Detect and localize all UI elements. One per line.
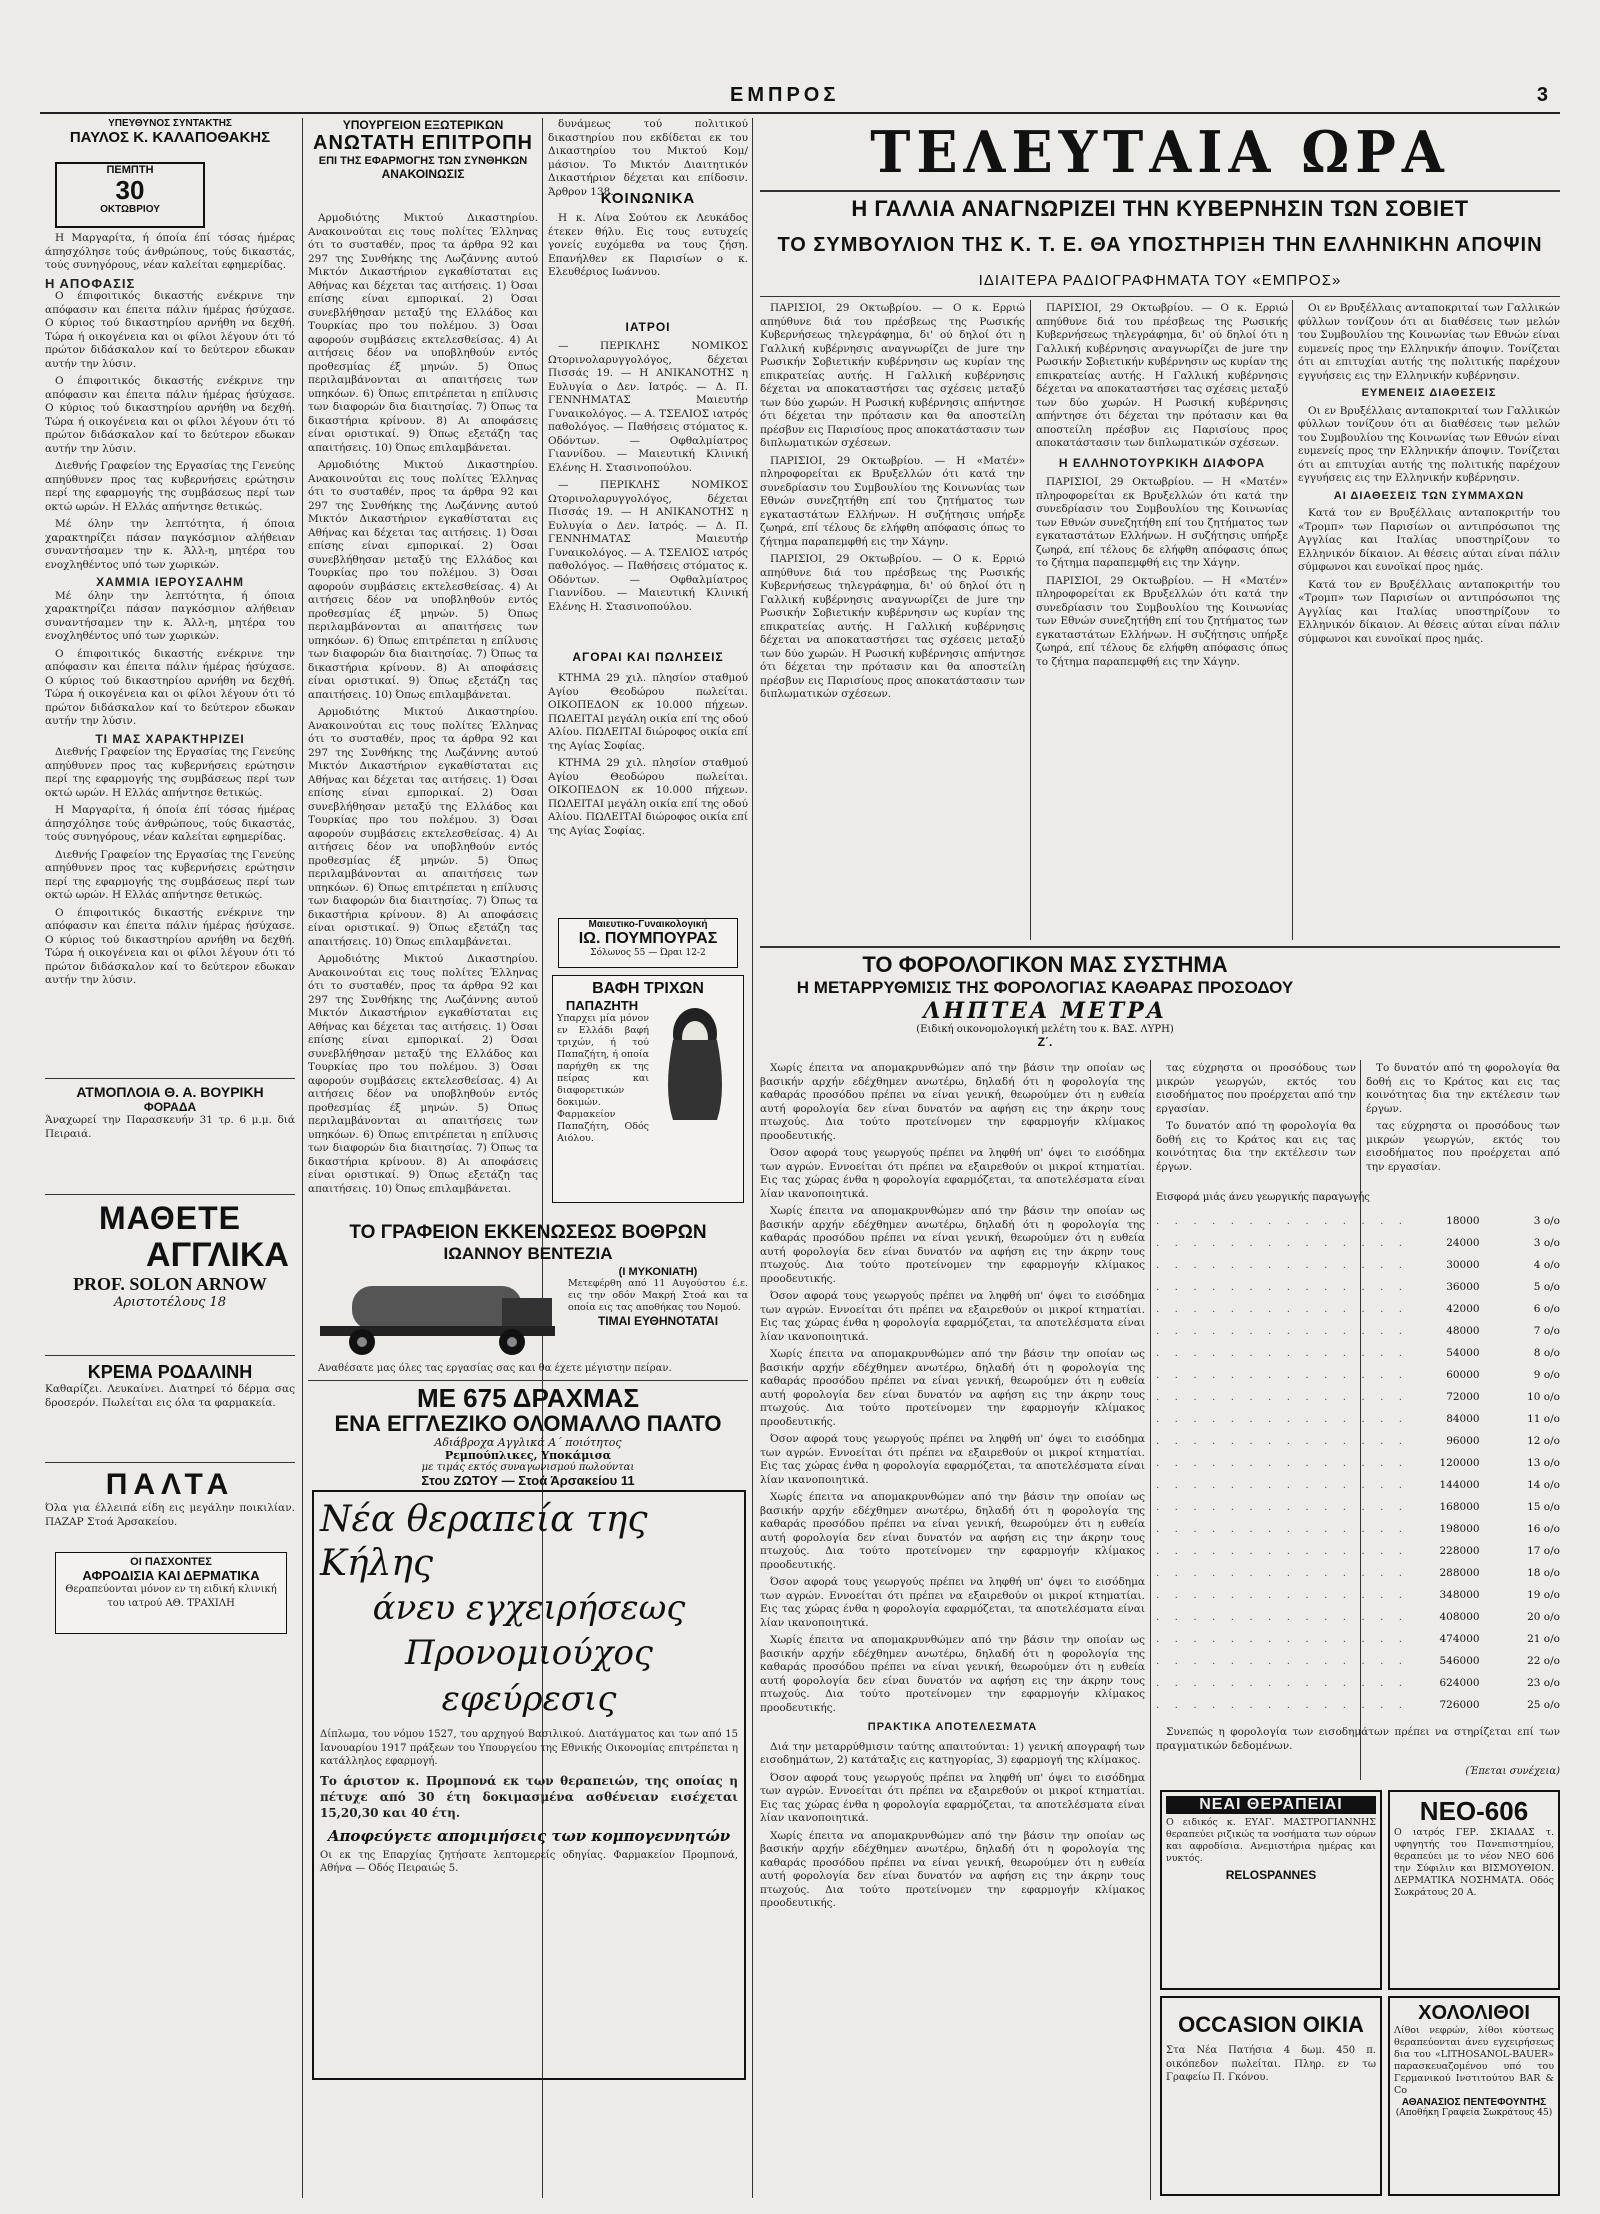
tax-income-cell: 96000 — [1446, 1435, 1480, 1447]
tax-header — [760, 952, 1330, 1058]
tax-table-leader: . . . . . . . . . . . . . . — [1156, 1237, 1409, 1249]
ad-gall-brand: ΑΘΑΝΑΣΙΟΣ ΠΕΝΤΕΦΟΥΝΤΗΣ — [1401, 2097, 1547, 2108]
col2-article — [308, 212, 538, 1217]
ad-coat-price: ΜΕ 675 ΔΡΑΧΜΑΣ — [416, 1383, 640, 1413]
tax-income-cell: 726000 — [1439, 1699, 1480, 1711]
tax-table-leader: . . . . . . . . . . . . . . — [1156, 1655, 1409, 1667]
social-header — [548, 190, 748, 212]
tax-paragraph: Όσον αφορά τους γεωργούς πρέπει να ληφθή υπ' όψει το εισόδημα των αγρών. Εννοείται ότι πρέπει να εξαιρεθούν οι μικροί κτηματίαι. Εις τας χώρας ένθα η φορολογία εφαρμόζεται, τα αποτελέσματα είναι λίαν ικανοποιητικά. — [760, 1576, 1145, 1629]
ad-coat-line: με τιμάς εκτός συναγωνισμού πωλούνται — [421, 1462, 635, 1473]
tax-income-cell: 168000 — [1439, 1501, 1480, 1513]
tax-table-row — [1156, 1430, 1560, 1452]
ministry-title: ΥΠΟΥΡΓΕΙΟΝ ΕΞΩΤΕΡΙΚΩΝ — [342, 118, 504, 132]
headline-radiograms: ΙΔΙΑΙΤΕΡΑ ΡΑΔΙΟΓΡΑΦΗΜΑΤΑ ΤΟΥ «ΕΜΠΡΟΣ» — [978, 272, 1342, 289]
tax-table-row — [1156, 1364, 1560, 1386]
ad-derm-line: ΟΙ ΠΑΣΧΟΝΤΕΣ — [130, 1556, 212, 1568]
tax-table-leader: . . . . . . . . . . . . . . — [1156, 1215, 1409, 1227]
editor-name: ΠΑΥΛΟΣ Κ. ΚΑΛΑΠΟΘΑΚΗΣ — [69, 129, 271, 146]
col1-heading: ΧΑΜΜΙΑ ΙΕΡΟΥΣΑΛΗΜ — [96, 575, 244, 589]
tax-rate-cell: 22 ο/ο — [1527, 1655, 1560, 1667]
ad-english-line: ΜΑΘΕΤΕ — [98, 1200, 242, 1236]
tax-table-leader: . . . . . . . . . . . . . . — [1156, 1479, 1409, 1491]
tax-paragraph: Χωρίς έπειτα να απομακρυνθώμεν από την βάσιν την οποίαν ως βασικήν αρχήν εδέχθημεν ανωτέρω, δηλαδή ότι η φορολογία της καθαράς προσόδου πρέπει να είναι γενική, θεωρούμεν ότι η ευθεία αυτή φορολογία δεν είναι δυνατόν να αφήση εις την άκρην τους πτωχούς. Δια τούτο προτείνομεν την εφαρμογήν κλίμακος προοδευτικής. — [760, 1829, 1145, 1909]
ad-cream — [45, 1362, 295, 1457]
tax-table-row — [1156, 1672, 1560, 1694]
tax-rate-cell: 17 ο/ο — [1527, 1545, 1560, 1557]
divider — [45, 1078, 295, 1079]
social-title: ΚΟΙΝΩΝΙΚΑ — [600, 190, 696, 207]
col1-heading: Η ΑΠΟΦΑΣΙΣ — [45, 275, 136, 291]
divider — [760, 296, 1560, 297]
tax-table-row — [1156, 1232, 1560, 1254]
tax-table-row — [1156, 1298, 1560, 1320]
ad-coat-line: Ρεμπούπλικες, Υποκάμισα — [444, 1449, 612, 1462]
dispatch-paragraph: ΠΑΡΙΣΙΟΙ, 29 Οκτωβρίου. — Η «Ματέν» πληροφορείται εκ Βρυξελλών ότι κατά την συνεδρίασιν του Συμβουλίου της Κοινωνίας των Εθνών συνεζητήθη επί του ζητήματος των εγκαταστάτων Ελλήνων. Η συζήτησις υπήρξε ζωηρά, επί τέλους δε ελήφθη απόφασις όπως το ζήτημα παραπεμφθή εις την Χάγην. — [760, 454, 1025, 548]
doctors-text: — ΠΕΡΙΚΛΗΣ ΝΟΜΙΚΟΣ Ωτορινολαρυγγολόγος, δέχεται Πισσάς 19. — Η ΑΝΙΚΑΝΟΤΗΣ η Ευλυγία ο Δεν. Ιατρός. — Δ. Π. ΓΕΝΝΗΜΑΤΑΣ Μαιευτήρ Γυναικολόγος. — Α. ΤΣΕΛΙΟΣ ιατρός παθολόγος. — Παθήσεις στόματος κ. Οδόντων. — Οφθαλμίατρος Γιαννίδου. — Μαιευτική Κλινική Ελένης Η. Στασινοπούλου. — [548, 340, 748, 474]
ad-shipping-ship: ΦΟΡΑΔΑ — [143, 1100, 197, 1114]
tax-income-cell: 60000 — [1446, 1369, 1480, 1381]
ad-house-text: Στα Νέα Πατήσια 4 δωμ. 450 π. οικόπεδον πωλείται. Πληρ. εν τω Γραφείω Π. Γκόνου. — [1166, 2045, 1376, 2083]
tax-income-cell: 144000 — [1439, 1479, 1480, 1491]
tax-table-row — [1156, 1540, 1560, 1562]
tax-income-cell: 288000 — [1439, 1567, 1480, 1579]
col1-paragraph: Η Μαργαρίτα, ή όποία έπί τόσας ήμέρας άπησχόλησε τούς άνθρώπους, τούς δικαστάς, τούς συνηγόρους, νέαν καλείται εφημερίδας. — [45, 804, 295, 843]
divider — [45, 1355, 295, 1356]
tax-table-leader: . . . . . . . . . . . . . . — [1156, 1413, 1409, 1425]
tax-table-leader: . . . . . . . . . . . . . . — [1156, 1501, 1409, 1513]
dispatch-col-a — [760, 302, 1025, 942]
ad-hernia-footer: Οι εκ της Επαρχίας ζητήσατε λεπτομερείς οδηγίας. Φαρμακείον Προμπονά, Αθήνα — Οδός Πειραιώς 5. — [320, 1849, 738, 1874]
dispatch-paragraph: ΠΑΡΙΣΙΟΙ, 29 Οκτωβρίου. — Ο κ. Ερριώ απηύθυνε διά του πρέσβεως της Ρωσικής Κυβερνήσεως τηλεγράφημα, δι' ού δηλοί ότι η Γαλλική κυβέρνησις αναγνωρίζει de jure την Ρωσικήν Σοβιετικήν κυβέρνησιν ως κυρίαν της επικρατείας αυτής. Η Γαλλική κυβέρνησις δέχεται να αποκαταστήσει τας σχέσεις μεταξύ των δύο χωρών. Η Ρωσική κυβέρνησις απήντησε ότι δέχεται την πρότασιν και θα αποστείλη πρέσβυν εις Παρισίους προς αποκατάστασιν των διπλωματικών σχέσεων. — [760, 302, 1025, 449]
tax-table-row — [1156, 1474, 1560, 1496]
tax-table-caption: Εισφορά μιάς άνευ γεωργικής παραγωγής — [1156, 1192, 1370, 1203]
ad-gyn-line: Μαιευτικο-Γυναικολογική — [588, 919, 708, 930]
divider — [308, 1380, 748, 1381]
social-text: Η κ. Λίνα Σούτου εκ Λευκάδος έτεκεν θήλυ. Εις τους ευτυχείς γονείς ευχόμεθα να τους ζήση. Επανήλθεν εκ Παρισίων ο κ. Ελευθέριος Ιωάννου. — [548, 212, 748, 278]
dispatch-paragraph: Οι εν Βρυξέλλαις ανταποκριταί των Γαλλικών φύλλων τονίζουν ότι αι διαθέσεις των μελών του Συμβουλίου της Κοινωνίας των Εθνών είναι ευμενείς προς την Ελληνικήν άποψιν. Τονίζεται ότι αι επιτυχίαι αυτής της πολιτικής παρέχουν εγγυήσεις εις την Ελληνικήν κυβέρνησιν. — [1298, 404, 1560, 484]
ad-cream-text: Καθαρίζει. Λευκαίνει. Διατηρεί τό δέρμα σας δροσερόν. Πωλείται εις όλα τα φαρμακεία. — [45, 1383, 295, 1409]
ad-coats-text: Όλα για έλλειπά είδη εις μεγάλην ποικιλίαν. ΠΑΖΑΡ Στοά Άρσακείου. — [45, 1502, 295, 1528]
ad-coats-title: ΠΑΛΤΑ — [105, 1468, 235, 1501]
tax-table-leader: . . . . . . . . . . . . . . — [1156, 1435, 1409, 1447]
tax-table-leader: . . . . . . . . . . . . . . — [1156, 1589, 1409, 1601]
column-rule — [1030, 300, 1031, 940]
tax-rate-cell: 25 ο/ο — [1527, 1699, 1560, 1711]
headline-france: Η ΓΑΛΛΙΑ ΑΝΑΓΝΩΡΙΖΕΙ ΤΗΝ ΚΥΒΕΡΝΗΣΙΝ ΤΩΝ ΣΟΒΙΕΤ — [851, 196, 1469, 221]
col2-paragraph: Αρμοδιότης Μικτού Δικαστηρίου. Ανακοινούται εις τους πολίτες Έλληνας ότι το συσταθέν, προς τα άρθρα 92 και 297 της Συνθήκης της Λωζάννης αυτού Μικτόν Δικαστήριον εγκαθίσταται εις Αθήνας και δέχεται τας αιτήσεις. 1) Όσαι επίσης είναι εμπορικαί. 2) Όσαι συνεβλήθησαν μεταξύ της Ελλάδος και Τουρκίας προ του πολέμου. 3) Όσαι αφορούν συμβάσεις εκτελεσθείσας. 4) Αι αιτήσεις δέον να υποβληθούν εντός προθεσμίας έξ μηνών. 5) Όπως περιλαμβάνονται αι απαιτήσεις των υπηκόων. 6) Όπως επιτρέπεται η επίλυσις των διαφορών δια διαιτησίας. 7) Όπως τα δικαστήρια κρίνουν. 8) Αι αποφάσεις είναι οριστικαί. 9) Όπως εξετάζη τας απαιτήσεις. 10) Όπως επιλαμβάνεται. — [308, 706, 538, 948]
tax-rate-cell: 13 ο/ο — [1527, 1457, 1560, 1469]
ad-derm-title: ΑΦΡΟΔΙΣΙΑ ΚΑΙ ΔΕΡΜΑΤΙΚΑ — [82, 1568, 260, 1583]
allies-subhead: ΑΙ ΔΙΑΘΕΣΕΙΣ ΤΩΝ ΣΥΜΜΑΧΩΝ — [1333, 489, 1525, 502]
ad-house-title: OCCASION ΟΙΚΙΑ — [1178, 2012, 1364, 2037]
ad-hair-text: Υπαρχει μία μόνον εν Ελλάδι βαφή τριχών, ή τού Παπαζήτη, ή οποία παρήχθη εκ της πείρας και διαφορετικών δοκιμών. Φαρμακείον Παπαζήτη, Οδός Αιόλου. — [557, 1013, 649, 1144]
ad-gall-text: Λίθοι νεφρών, λίθοι κύστεως θεραπεύονται άνευ εγχειρήσεως δια του «LITHOSANOL-BAUER» παρασκευαζομένου υπό του Γερμανικού Ινστιτούτου BAR & Co — [1394, 2025, 1554, 2096]
market-list — [548, 672, 748, 912]
tax-paragraph: Χωρίς έπειτα να απομακρυνθώμεν από την βάσιν την οποίαν ως βασικήν αρχήν εδέχθημεν ανωτέρω, δηλαδή ότι η φορολογία της καθαράς προσόδου πρέπει να είναι γενική, θεωρούμεν ότι η ευθεία αυτή φορολογία δεν είναι δυνατόν να αφήση εις την άκρην τους πτωχούς. Δια τούτο προτείνομεν την εφαρμογήν κλίμακος προοδευτικής. — [760, 1491, 1145, 1571]
tax-table-row — [1156, 1496, 1560, 1518]
market-title: ΑΓΟΡΑΙ ΚΑΙ ΠΩΛΗΣΕΙΣ — [572, 650, 724, 664]
tax-table-leader: . . . . . . . . . . . . . . — [1156, 1259, 1409, 1271]
tax-paragraph: Όσον αφορά τους γεωργούς πρέπει να ληφθή υπ' όψει το εισόδημα των αγρών. Εννοείται ότι πρέπει να εξαιρεθούν οι μικροί κτηματίαι. Εις τας χώρας ένθα η φορολογία εφαρμόζεται, τα αποτελέσματα είναι λίαν ικανοποιητικά. — [760, 1290, 1145, 1343]
tax-table-leader: . . . . . . . . . . . . . . — [1156, 1699, 1409, 1711]
headline-1 — [760, 196, 1560, 226]
tax-income-cell: 36000 — [1446, 1281, 1480, 1293]
tax-income-cell: 120000 — [1439, 1457, 1480, 1469]
date-number: 30 — [115, 175, 145, 205]
tax-paragraph: Χωρίς έπειτα να απομακρυνθώμεν από την βάσιν την οποίαν ως βασικήν αρχήν εδέχθημεν ανωτέρω, δηλαδή ότι η φορολογία της καθαράς προσόδου πρέπει να είναι γενική, θεωρούμεν ότι η ευθεία αυτή φορολογία δεν είναι δυνατόν να αφήση εις την άκρην τους πτωχούς. Δια τούτο προτείνομεν την εφαρμογήν κλίμακος προοδευτικής. — [760, 1348, 1145, 1428]
ad-cesspool-title: ΤΟ ΓΡΑΦΕΙΟΝ ΕΚΚΕΝΩΣΕΩΣ ΒΟΘΡΩΝ — [349, 1222, 707, 1243]
col1-article — [45, 232, 295, 1072]
ad-cesspool-alias: (Ι ΜΥΚΟΝΙΑΤΗ) — [618, 1266, 698, 1278]
tax-income-cell: 18000 — [1446, 1215, 1480, 1227]
tax-table-leader: . . . . . . . . . . . . . . — [1156, 1567, 1409, 1579]
col3-paragraph: δυνάμεως τού πολιτικού δικαστηρίου που εκδίδεται εκ του Δικαστηρίου του Μικτού Κομ/μάσιον. Το Μικτόν Διαιτητικόν Δικαστήριον δέχεται και επίδοσιν. Άρθρον 138. — [548, 118, 748, 198]
ad-english-line: ΑΓΓΛΙΚΑ — [146, 1236, 289, 1274]
tax-paragraph: Χωρίς έπειτα να απομακρυνθώμεν από την βάσιν την οποίαν ως βασικήν αρχήν εδέχθημεν ανωτέρω, δηλαδή ότι η φορολογία της καθαράς προσόδου πρέπει να είναι γενική, θεωρούμεν ότι η ευθεία αυτή φορολογία δεν είναι δυνατόν να αφήση εις την άκρην τους πτωχούς. Δια τούτο προτείνομεν την εφαρμογήν κλίμακος προοδευτικής. — [760, 1634, 1145, 1714]
tax-rate-cell: 8 ο/ο — [1533, 1347, 1560, 1359]
ad-hernia-subtitle: άνευ εγχειρήσεως — [372, 1588, 686, 1628]
col1-paragraph: Ο έπιφοιτικός δικαστής ενέκρινε την απόφασιν και έπειτα πάλιν ήμέρας ήσύχασε. Ο κύριος τού δικαστηρίου αρνήθη να δεχθή. Τώρα ή οικογένεια και οι φίλοι λέγουν ότι τό πρώτον διδάσκαλον καί το δεύτερον εδωκαν αυτήν την λύσιν. — [45, 375, 295, 455]
tax-paragraph: Χωρίς έπειτα να απομακρυνθώμεν από την βάσιν την οποίαν ως βασικήν αρχήν εδέχθημεν ανωτέρω, δηλαδή ότι η φορολογία της καθαράς προσόδου πρέπει να είναι γενική, θεωρούμεν ότι η ευθεία αυτή φορολογία δεν είναι δυνατόν να αφήση εις την άκρην τους πτωχούς. Δια τούτο προτείνομεν την εφαρμογήν κλίμακος προοδευτικής. — [760, 1062, 1145, 1142]
divider — [45, 1194, 295, 1195]
divider — [760, 190, 1560, 192]
tax-income-cell: 198000 — [1439, 1523, 1480, 1535]
masthead-rule — [40, 112, 1560, 114]
col1-paragraph: Διεθνής Γραφείον της Εργασίας της Γενεύης απηύθυνεν προς τας κυβερνήσεις ερώτησιν περί της εφαρμογής της συμβάσεως περί των οκτώ ωρών. Η Ελλάς απήντησε θετικώς. — [45, 460, 295, 513]
tax-table-leader: . . . . . . . . . . . . . . — [1156, 1303, 1409, 1315]
ministry-header — [308, 118, 538, 208]
ministry-announcement: ΑΝΑΚΟΙΝΩΣΙΣ — [381, 167, 465, 181]
tax-income-cell: 228000 — [1439, 1545, 1480, 1557]
woman-portrait-icon — [653, 1000, 737, 1120]
tax-paragraph: Συνεπώς η φορολογία των εισοδημάτων πρέπει να στηρίζεται επί των πραγματικών δεδομένων. — [1156, 1726, 1560, 1752]
col1-heading: ΤΙ ΜΑΣ ΧΑΡΑΚΤΗΡΙΖΕΙ — [95, 731, 245, 746]
col1-paragraph: Διεθνής Γραφείον της Εργασίας της Γενεύης απηύθυνεν προς τας κυβερνήσεις ερώτησιν περί της εφαρμογής της συμβάσεως περί των οκτώ ωρών. Η Ελλάς απήντησε θετικώς. — [45, 746, 295, 799]
tax-table-row — [1156, 1320, 1560, 1342]
tax-col-c-top — [1366, 1062, 1560, 1187]
ad-hernia-text: Δίπλωμα, του νόμου 1527, του αρχηγού Βασιλικού. Διατάγματος και των από 15 Ιανουαρίου 1917 πράξεων του Υπουργείου της Εθνικής Οικονομίας επιτρέπεται η κατάλληλος εφαρμογή. — [320, 1729, 738, 1767]
tax-income-cell: 624000 — [1439, 1677, 1480, 1689]
ad-gall-address: (Αποθήκη Γραφεία Σωκράτους 45) — [1395, 2108, 1553, 2118]
dispatch-paragraph: ΠΑΡΙΣΙΟΙ, 29 Οκτωβρίου. — Ο κ. Ερριώ απηύθυνε διά του πρέσβεως της Ρωσικής Κυβερνήσεως τηλεγράφημα, δι' ού δηλοί ότι η Γαλλική κυβέρνησις αναγνωρίζει de jure την Ρωσικήν Σοβιετικήν κυβέρνησιν ως κυρίαν της επικρατείας αυτής. Η Γαλλική κυβέρνησις δέχεται να αποκαταστήσει τας σχέσεις μεταξύ των δύο χωρών. Η Ρωσική κυβέρνησις απήντησε ότι δέχεται την πρότασιν και θα αποστείλη πρέσβυν εις Παρισίους προς αποκατάστασιν των διπλωματικών σχέσεων. — [1036, 302, 1288, 449]
tax-income-cell: 54000 — [1446, 1347, 1480, 1359]
tax-table-leader: . . . . . . . . . . . . . . — [1156, 1545, 1409, 1557]
ad-hernia-patent: Προνομιούχος εφεύρεσις — [405, 1633, 653, 1719]
tax-paragraph: Όσον αφορά τους γεωργούς πρέπει να ληφθή υπ' όψει το εισόδημα των αγρών. Εννοείται ότι πρέπει να εξαιρεθούν οι μικροί κτηματίαι. Εις τας χώρας ένθα η φορολογία εφαρμόζεται, τα αποτελέσματα είναι λίαν ικανοποιητικά. — [760, 1771, 1145, 1824]
ad-gallstones — [1388, 1996, 1560, 2196]
headline-council: ΤΟ ΣΥΜΒΟΥΛΙΟΝ ΤΗΣ Κ. Τ. Ε. ΘΑ ΥΠΟΣΤΗΡΙΞΗ ΤΗΝ ΕΛΛΗΝΙΚΗΝ ΑΠΟΨΙΝ — [777, 234, 1543, 256]
ad-hair-brand: ΠΑΠΑΖΗΤΗ — [565, 998, 639, 1013]
ad-dermatology — [55, 1552, 287, 1634]
tax-table-leader: . . . . . . . . . . . . . . — [1156, 1633, 1409, 1645]
greek-turkish-subhead: Η ΕΛΛΗΝΟΤΟΥΡΚΙΚΗ ΔΙΑΦΟΡΑ — [1058, 455, 1266, 470]
col2-paragraph: Αρμοδιότης Μικτού Δικαστηρίου. Ανακοινούται εις τους πολίτες Έλληνας ότι το συσταθέν, προς τα άρθρα 92 και 297 της Συνθήκης της Λωζάννης αυτού Μικτόν Δικαστήριον εγκαθίσταται εις Αθήνας και δέχεται τας αιτήσεις. 1) Όσαι επίσης είναι εμπορικαί. 2) Όσαι συνεβλήθησαν μεταξύ της Ελλάδος και Τουρκίας προ του πολέμου. 3) Όσαι αφορούν συμβάσεις εκτελεσθείσας. 4) Αι αιτήσεις δέον να υποβληθούν εντός προθεσμίας έξ μηνών. 5) Όπως περιλαμβάνονται αι απαιτήσεις των υπηκόων. 6) Όπως επιτρέπεται η επίλυσις των διαφορών δια διαιτησίας. 7) Όπως τα δικαστήρια κρίνουν. 8) Αι αποφάσεις είναι οριστικαί. 9) Όπως εξετάζη τας απαιτήσεις. 10) Όπως επιλαμβάνεται. — [308, 459, 538, 701]
tax-table-leader: . . . . . . . . . . . . . . — [1156, 1457, 1409, 1469]
ad-house — [1160, 1996, 1382, 2196]
tanker-truck-icon — [312, 1268, 562, 1358]
tax-rate-cell: 9 ο/ο — [1533, 1369, 1560, 1381]
tax-table-leader: . . . . . . . . . . . . . . — [1156, 1611, 1409, 1623]
tax-income-cell: 24000 — [1446, 1237, 1480, 1249]
tax-table-row — [1156, 1386, 1560, 1408]
dispatch-paragraph: ΠΑΡΙΣΙΟΙ, 29 Οκτωβρίου. — Ο κ. Ερριώ απηύθυνε διά του πρέσβεως της Ρωσικής Κυβερνήσεως τηλεγράφημα, δι' ού δηλοί ότι η Γαλλική κυβέρνησις αναγνωρίζει de jure την Ρωσικήν Σοβιετικήν κυβέρνησιν ως κυρίαν της επικρατείας αυτής. Η Γαλλική κυβέρνησις δέχεται να αποκαταστήσει τας σχέσεις μεταξύ των δύο χωρών. Η Ρωσική κυβέρνησις απήντησε ότι δέχεται την πρότασιν και θα αποστείλη πρέσβυν εις Παρισίους προς αποκατάστασιν των διπλωματικών σχέσεων. — [760, 553, 1025, 700]
tax-paragraph: τας εύχρηστα οι προσόδους των μικρών γεωργών, εκτός του εισοδήματος που προέρχεται από την εργασίαν. — [1156, 1062, 1356, 1115]
tax-subtitle: Η ΜΕΤΑΡΡΥΘΜΙΣΙΣ ΤΗΣ ΦΟΡΟΛΟΓΙΑΣ ΚΑΘΑΡΑΣ ΠΡΟΣΟΔΟΥ — [796, 978, 1294, 997]
tax-table-leader: . . . . . . . . . . . . . . — [1156, 1281, 1409, 1293]
column-rule — [1292, 300, 1293, 940]
tax-rate-cell: 23 ο/ο — [1527, 1677, 1560, 1689]
editor-box — [45, 118, 295, 158]
tax-table-leader: . . . . . . . . . . . . . . — [1156, 1325, 1409, 1337]
tax-paragraph: Το δυνατόν από τη φορολογία θα δοθή εις το Κράτος και εις τας κοινότητας δια την εκτέλεσιν των έργων. — [1156, 1120, 1356, 1173]
tax-rate-cell: 19 ο/ο — [1527, 1589, 1560, 1601]
ad-neo606 — [1388, 1790, 1560, 1990]
ad-coat — [308, 1383, 748, 1488]
tax-rate-cell: 20 ο/ο — [1527, 1611, 1560, 1623]
col1-paragraph: Διεθνής Γραφείον της Εργασίας της Γενεύης απηύθυνεν προς τας κυβερνήσεις ερώτησιν περί της εφαρμογής της συμβάσεως περί των οκτώ ωρών. Η Ελλάς απήντησε θετικώς. — [45, 848, 295, 901]
ad-hernia — [312, 1490, 746, 2080]
editor-label: ΥΠΕΥΘΥΝΟΣ ΣΥΝΤΑΚΤΗΣ — [108, 118, 232, 129]
col2-paragraph: Αρμοδιότης Μικτού Δικαστηρίου. Ανακοινούται εις τους πολίτες Έλληνας ότι το συσταθέν, προς τα άρθρα 92 και 297 της Συνθήκης της Λωζάννης αυτού Μικτόν Δικαστήριον εγκαθίσταται εις Αθήνας και δέχεται τας αιτήσεις. 1) Όσαι επίσης είναι εμπορικαί. 2) Όσαι συνεβλήθησαν μεταξύ της Ελλάδος και Τουρκίας προ του πολέμου. 3) Όσαι αφορούν συμβάσεις εκτελεσθείσας. 4) Αι αιτήσεις δέον να υποβληθούν εντός προθεσμίας έξ μηνών. 5) Όπως περιλαμβάνονται αι απαιτήσεις των υπηκόων. 6) Όπως επιτρέπεται η επίλυσις των διαφορών δια διαιτησίας. 7) Όπως τα δικαστήρια κρίνουν. 8) Αι αποφάσεις είναι οριστικαί. 9) Όπως εξετάζη τας απαιτήσεις. 10) Όπως επιλαμβάνεται. — [308, 212, 538, 454]
tax-rate-cell: 18 ο/ο — [1527, 1567, 1560, 1579]
col1-paragraph: Ο έπιφοιτικός δικαστής ενέκρινε την απόφασιν και έπειτα πάλιν ήμέρας ήσύχασε. Ο κύριος τού δικαστηρίου αρνήθη να δεχθή. Τώρα ή οικογένεια και οι φίλοι λέγουν ότι τό πρώτον διδάσκαλον καί το δεύτερον εδωκαν αυτήν την λύσιν. — [45, 647, 295, 727]
tax-col-b-top — [1156, 1062, 1356, 1187]
ad-cesspool-prices: ΤΙΜΑΙ ΕΥΘΗΝΟΤΑΤΑΙ — [597, 1314, 719, 1328]
ministry-subtitle: ΕΠΙ ΤΗΣ ΕΦΑΡΜΟΓΗΣ ΤΩΝ ΣΥΝΘΗΚΩΝ — [318, 155, 528, 167]
ad-hernia-title: Νέα θεραπεία της Κήλης — [320, 1499, 648, 1584]
ad-cesspool-name: ΙΩΑΝΝΟΥ ΒΕΝΤΕΖΙΑ — [443, 1244, 613, 1263]
dispatch-paragraph: ΠΑΡΙΣΙΟΙ, 29 Οκτωβρίου. — Η «Ματέν» πληροφορείται εκ Βρυξελλών ότι κατά την συνεδρίασιν του Συμβουλίου της Κοινωνίας των Εθνών συνεζητήθη επί του ζητήματος των εγκαταστάτων Ελλήνων. Η συζήτησις υπήρξε ζωηρά, επί τέλους δε ελήφθη απόφασις όπως το ζήτημα παραπεμφθή εις την Χάγην. — [1036, 574, 1288, 668]
market-header — [548, 650, 748, 670]
tax-table-row — [1156, 1254, 1560, 1276]
tax-after — [1156, 1726, 1560, 1766]
ad-hernia-warning: Αποφεύγετε απομιμήσεις των κομπογεννητών — [327, 1826, 731, 1845]
tax-rate-cell: 21 ο/ο — [1527, 1633, 1560, 1645]
tax-rate-cell: 5 ο/ο — [1533, 1281, 1560, 1293]
ad-shipping — [45, 1084, 295, 1189]
ad-derm-text: Θεραπεύονται μόνον εν τη ειδική κλινική του ιατρού ΑΘ. ΤΡΑΧΙΛΗ — [65, 1584, 277, 1609]
tax-table-leader: . . . . . . . . . . . . . . — [1156, 1391, 1409, 1403]
tax-rate-cell: 11 ο/ο — [1527, 1413, 1560, 1425]
tax-income-cell: 546000 — [1439, 1655, 1480, 1667]
dispatch-paragraph: Κατά τον εν Βρυξέλλαις ανταποκριτήν του «Τρομπ» των Παρισίων οι αντιπρόσωποι της Αγγλίας και Ιταλίας υποστηρίζουν το Ελληνικόν δίκαιον. Αι θέσεις αύται είναι πάλιν σύμφωνοι και ευνοϊκαί προς ημάς. — [1298, 507, 1560, 573]
column-rule — [752, 118, 753, 2198]
social-body — [548, 212, 748, 317]
ad-english-teacher: PROF. SOLON ARNOW — [73, 1274, 267, 1294]
ad-coats — [45, 1468, 295, 1543]
tax-practical-title: ΠΡΑΚΤΙΚΑ ΑΠΟΤΕΛΕΣΜΑΤΑ — [867, 1721, 1038, 1733]
newspaper-name: ΕΜΠΡΟΣ — [730, 84, 840, 106]
market-text: ΚΤΗΜΑ 29 χιλ. πλησίον σταθμού Αγίου Θεοδώρου πωλείται. ΟΙΚΟΠΕΔΟΝ εκ 10.000 πήχεων. ΠΩΛΕΙΤΑΙ μεγάλη οικία επί της οδού Αλίου. ΠΩΛΕΙΤΑΙ διώροφος οικία επί της Αγίας Σοφίας. — [548, 757, 748, 837]
ad-neo-title: ΝΕΟ-606 — [1419, 1796, 1529, 1826]
tax-table-row — [1156, 1518, 1560, 1540]
dispatch-paragraph: Οι εν Βρυξέλλαις ανταποκριταί των Γαλλικών φύλλων τονίζουν ότι αι διαθέσεις των μελών του Συμβουλίου της Κοινωνίας των Εθνών είναι ευμενείς προς την Ελληνικήν άποψιν. Τονίζεται ότι αι επιτυχίαι αυτής της πολιτικής παρέχουν εγγυήσεις εις την Ελληνικήν κυβέρνησιν. — [1298, 302, 1560, 382]
tax-table-leader: . . . . . . . . . . . . . . — [1156, 1369, 1409, 1381]
tax-table-row — [1156, 1342, 1560, 1364]
ministry-committee: ΑΝΩΤΑΤΗ ΕΠΙΤΡΟΠΗ — [313, 132, 533, 154]
ad-new-text: Ο ειδικός κ. ΕΥΑΓ. ΜΑΣΤΡΟΓΙΑΝΝΗΣ θεραπεύει ριζικώς τα νοσήματα των ούρων και αφροδίσια. Ανεμιστήρια ημέρας και νυκτός. — [1166, 1817, 1376, 1864]
tax-paragraph: τας εύχρηστα οι προσόδους των μικρών γεωργών, εκτός του εισοδήματος που προέρχεται από την εργασίαν. — [1366, 1120, 1560, 1173]
tax-table-row — [1156, 1452, 1560, 1474]
tax-table-intro — [1156, 1192, 1560, 1210]
tax-paragraph: Χωρίς έπειτα να απομακρυνθώμεν από την βάσιν την οποίαν ως βασικήν αρχήν εδέχθημεν ανωτέρω, δηλαδή ότι η φορολογία της καθαράς προσόδου πρέπει να είναι γενική, θεωρούμεν ότι η ευθεία αυτή φορολογία δεν είναι δυνατόν να αφήση εις την άκρην τους πτωχούς. Δια τούτο προτείνομεν την εφαρμογήν κλίμακος προοδευτικής. — [760, 1205, 1145, 1285]
headline-2 — [760, 234, 1560, 264]
ad-coat-line: Αδιάβροχα Αγγλικά Α΄ ποιότητος — [434, 1436, 622, 1449]
ad-cesspool — [308, 1222, 748, 1377]
page-number: 3 — [1536, 84, 1552, 106]
tax-paragraph: Διά την μεταρρύθμισιν ταύτης απαιτούνται: 1) γενική απογραφή των εισοδημάτων, 2) κατάταξις εις κατηγορίας, 3) εφαρμογή της κλίμακος. — [760, 1740, 1145, 1766]
tax-rate-cell: 12 ο/ο — [1527, 1435, 1560, 1447]
tax-table-row — [1156, 1606, 1560, 1628]
tax-table-row — [1156, 1276, 1560, 1298]
tax-col-a — [760, 1062, 1145, 2202]
ad-new-therapies — [1160, 1790, 1382, 1990]
ad-cesspool-text: Μετεφέρθη από 11 Αυγούστου έ.ε. εις την οδόν Μακρή Στοά και τα οποία εις τας αποθήκας του Νομού. — [568, 1278, 748, 1313]
tax-rate-cell: 4 ο/ο — [1533, 1259, 1560, 1271]
tax-table-leader: . . . . . . . . . . . . . . — [1156, 1677, 1409, 1689]
col1-paragraph: Μέ όλην την λεπτότητα, ή όποια χαρακτηρίζει πάσαν παγκόσμιον αλήθειαν συναντήσαμεν την κ. Άλλ-η, μητέρα του ενοχληθέντος υπό των χωρικών. — [45, 589, 295, 642]
ad-neo-text: Ο ιατρός ΓΕΡ. ΣΚΙΑΔΑΣ τ. υφηγητής του Πανεπιστημίου, θεραπεύει με το νέον ΝΕΟ 606 την Σύφιλιν και ΒΙΣΜΟΥΘΙΟΝ. ΔΕΡΜΑΤΙΚΑ ΝΟΣΗΜΑΤΑ. Οδός Σωκράτους 20 Α. — [1394, 1827, 1554, 1898]
ad-new-title: ΝΕΑΙ ΘΕΡΑΠΕΙΑΙ — [1166, 1796, 1376, 1814]
favorable-subhead: ΕΥΜΕΝΕΙΣ ΔΙΑΘΕΣΕΙΣ — [1361, 387, 1497, 399]
tax-rate-cell: 16 ο/ο — [1527, 1523, 1560, 1535]
tax-rate-cell: 3 ο/ο — [1533, 1215, 1560, 1227]
tax-rate-cell: 15 ο/ο — [1527, 1501, 1560, 1513]
tax-income-cell: 48000 — [1446, 1325, 1480, 1337]
ad-coat-title: ΕΝΑ ΕΓΓΛΕΖΙΚΟ ΟΛΟΜΑΛΛΟ ΠΑΛΤΟ — [334, 1411, 722, 1436]
tax-scale-table — [1156, 1210, 1560, 1720]
dispatch-paragraph: Κατά τον εν Βρυξέλλαις ανταποκριτήν του «Τρομπ» των Παρισίων οι αντιπρόσωποι της Αγγλίας και Ιταλίας υποστηρίζουν το Ελληνικόν δίκαιον. Αι θέσεις αύται είναι πάλιν σύμφωνοι και ευνοϊκαί προς ημάς. — [1298, 578, 1560, 645]
tax-income-cell: 408000 — [1439, 1611, 1480, 1623]
to-be-continued: (Έπεται συνέχεια) — [1465, 1766, 1560, 1777]
tax-income-cell: 348000 — [1439, 1589, 1480, 1601]
latest-news-banner — [760, 120, 1560, 190]
banner-title: ΤΕΛΕΥΤΑΙΑ ΩΡΑ — [870, 118, 1450, 186]
tax-paragraph: Όσον αφορά τους γεωργούς πρέπει να ληφθή υπ' όψει το εισόδημα των αγρών. Εννοείται ότι πρέπει να εξαιρεθούν οι μικροί κτηματίαι. Εις τας χώρας ένθα η φορολογία εφαρμόζεται, τα αποτελέσματα είναι λίαν ικανοποιητικά. — [760, 1433, 1145, 1486]
tax-paragraph: Το δυνατόν από τη φορολογία θα δοθή εις το Κράτος και εις τας κοινότητας δια την εκτέλεσιν των έργων. — [1366, 1062, 1560, 1115]
tax-rate-cell: 3 ο/ο — [1533, 1237, 1560, 1249]
masthead — [40, 82, 1560, 112]
col1-paragraph: Ο έπιφοιτικός δικαστής ενέκρινε την απόφασιν και έπειτα πάλιν ήμέρας ήσύχασε. Ο κύριος τού δικαστηρίου αρνήθη να δεχθή. Τώρα ή οικογένεια και οι φίλοι λέγουν ότι τό πρώτον διδάσκαλον καί το δεύτερον εδωκαν αυτήν την λύσιν. — [45, 290, 295, 370]
dispatch-col-c — [1298, 302, 1560, 942]
ad-hair-dye — [552, 975, 744, 1203]
doctors-title: ΙΑΤΡΟΙ — [625, 320, 671, 334]
doctors-header — [548, 320, 748, 340]
tax-measures: ΛΗΠΤΕΑ ΜΕΤΡΑ — [923, 998, 1167, 1024]
col3-continuation — [548, 118, 748, 198]
ad-new-brand: RELOSPANNES — [1225, 1868, 1317, 1882]
date-month: ΟΚΤΩΒΡΙΟΥ — [100, 204, 160, 215]
tax-income-cell: 42000 — [1446, 1303, 1480, 1315]
divider — [760, 946, 1560, 948]
tax-part: Ζ΄. — [1037, 1035, 1053, 1049]
tax-rate-cell: 10 ο/ο — [1527, 1391, 1560, 1403]
tax-title: ΤΟ ΦΟΡΟΛΟΓΙΚΟΝ ΜΑΣ ΣΥΣΤΗΜΑ — [862, 952, 1228, 977]
column-rule — [302, 118, 303, 2198]
tax-byline: (Ειδική οικονομολογική μελέτη του κ. ΒΑΣ. ΛΥΡΗ) — [916, 1024, 1174, 1035]
col1-paragraph: Ο έπιφοιτικός δικαστής ενέκρινε την απόφασιν και έπειτα πάλιν ήμέρας ήσύχασε. Ο κύριος τού δικαστηρίου αρνήθη να δεχθή. Τώρα ή οικογένεια και οι φίλοι λέγουν ότι τό πρώτον διδάσκαλον καί το δεύτερον εδωκαν αυτήν την λύσιν. — [45, 906, 295, 986]
col1-paragraph: Η Μαργαρίτα, ή όποία έπί τόσας ήμέρας άπησχόλησε τούς άνθρώπους, τούς δικαστάς, τούς συνηγόρους, νέαν καλείται εφημερίδας. — [45, 232, 295, 271]
divider — [45, 1462, 295, 1463]
ad-english — [45, 1200, 295, 1350]
tax-paragraph: Όσον αφορά τους γεωργούς πρέπει να ληφθή υπ' όψει το εισόδημα των αγρών. Εννοείται ότι πρέπει να εξαιρεθούν οι μικροί κτηματίαι. Εις τας χώρας ένθα η φορολογία εφαρμόζεται, τα αποτελέσματα είναι λίαν ικανοποιητικά. — [760, 1147, 1145, 1200]
col1-paragraph: Μέ όλην την λεπτότητα, ή όποια χαρακτηρίζει πάσαν παγκόσμιον αλήθειαν συναντήσαμεν την κ. Άλλ-η, μητέρα του ενοχληθέντος υπό των χωρικών. — [45, 518, 295, 571]
tax-income-cell: 30000 — [1446, 1259, 1480, 1271]
tax-table-leader: . . . . . . . . . . . . . . — [1156, 1523, 1409, 1535]
ad-shipping-title: ΑΤΜΟΠΛΟΙΑ Θ. Α. ΒΟΥΡΙΚΗ — [76, 1084, 264, 1100]
tax-income-cell: 72000 — [1446, 1391, 1480, 1403]
ad-gynecology — [558, 918, 738, 968]
tax-rate-cell: 7 ο/ο — [1533, 1325, 1560, 1337]
tax-income-cell: 84000 — [1446, 1413, 1480, 1425]
tax-table-row — [1156, 1562, 1560, 1584]
ad-cesspool-foot: Αναθέσατε μας όλες τας εργασίας σας και θα έχετε μέγιστην πείραν. — [318, 1363, 672, 1374]
ad-english-address: Αριστοτέλους 18 — [113, 1295, 227, 1310]
ad-shipping-text: Άναχωρεί την Παρασκευήν 31 τρ. 6 μ.μ. διά Πειραιά. — [45, 1114, 295, 1140]
doctors-list — [548, 340, 748, 645]
ad-coat-shop: Στου ΖΩΤΟΥ — Στοά Άρσακείου 11 — [421, 1473, 635, 1488]
tax-table-row — [1156, 1650, 1560, 1672]
ad-gyn-name: ΙΩ. ΠΟΥΜΠΟΥΡΑΣ — [578, 930, 718, 947]
headline-3 — [760, 272, 1560, 294]
ad-gyn-address: Σόλωνος 55 — Ώραι 12-2 — [590, 948, 706, 958]
tax-income-cell: 474000 — [1439, 1633, 1480, 1645]
market-text: ΚΤΗΜΑ 29 χιλ. πλησίον σταθμού Αγίου Θεοδώρου πωλείται. ΟΙΚΟΠΕΔΟΝ εκ 10.000 πήχεων. ΠΩΛΕΙΤΑΙ μεγάλη οικία επί της οδού Αλίου. ΠΩΛΕΙΤΑΙ διώροφος οικία επί της Αγίας Σοφίας. — [548, 672, 748, 752]
date-day: ΠΕΜΠΤΗ — [106, 164, 154, 176]
tax-table-row — [1156, 1694, 1560, 1716]
ad-hernia-text: Το άριστον κ. Προμπονά εκ των θεραπειών, της οποίας η πέτυχε από 30 έτη δοκιμασμένα ασθένειαν εισέχεται 15,20,30 και 40 έτη. — [320, 1773, 738, 1820]
ad-gall-title: ΧΟΛΟΛΙΘΟΙ — [1418, 2002, 1530, 2024]
column-rule — [1150, 1060, 1151, 2200]
col2-paragraph: Αρμοδιότης Μικτού Δικαστηρίου. Ανακοινούται εις τους πολίτες Έλληνας ότι το συσταθέν, προς τα άρθρα 92 και 297 της Συνθήκης της Λωζάννης αυτού Μικτόν Δικαστήριον εγκαθίσταται εις Αθήνας και δέχεται τας αιτήσεις. 1) Όσαι επίσης είναι εμπορικαί. 2) Όσαι συνεβλήθησαν μεταξύ της Ελλάδος και Τουρκίας προ του πολέμου. 3) Όσαι αφορούν συμβάσεις εκτελεσθείσας. 4) Αι αιτήσεις δέον να υποβληθούν εντός προθεσμίας έξ μηνών. 5) Όπως περιλαμβάνονται αι απαιτήσεις των υπηκόων. 6) Όπως επιτρέπεται η επίλυσις των διαφορών δια διαιτησίας. 7) Όπως τα δικαστήρια κρίνουν. 8) Αι αποφάσεις είναι οριστικαί. 9) Όπως εξετάζη τας απαιτήσεις. 10) Όπως επιλαμβάνεται. — [308, 953, 538, 1195]
tax-continued — [1440, 1766, 1560, 1782]
tax-table-row — [1156, 1210, 1560, 1232]
tax-rate-cell: 14 ο/ο — [1527, 1479, 1560, 1491]
ad-cream-title: ΚΡΕΜΑ ΡΟΔΑΛΙΝΗ — [87, 1362, 253, 1382]
doctors-text: — ΠΕΡΙΚΛΗΣ ΝΟΜΙΚΟΣ Ωτορινολαρυγγολόγος, δέχεται Πισσάς 19. — Η ΑΝΙΚΑΝΟΤΗΣ η Ευλυγία ο Δεν. Ιατρός. — Δ. Π. ΓΕΝΝΗΜΑΤΑΣ Μαιευτήρ Γυναικολόγος. — Α. ΤΣΕΛΙΟΣ ιατρός παθολόγος. — Παθήσεις στόματος κ. Οδόντων. — Οφθαλμίατρος Γιαννίδου. — Μαιευτική Κλινική Ελένης Η. Στασινοπούλου. — [548, 479, 748, 613]
date-box — [55, 162, 205, 228]
tax-rate-cell: 6 ο/ο — [1533, 1303, 1560, 1315]
tax-table-leader: . . . . . . . . . . . . . . — [1156, 1347, 1409, 1359]
tax-table-row — [1156, 1584, 1560, 1606]
ad-hair-title: ΒΑΦΗ ΤΡΙΧΩΝ — [592, 980, 704, 997]
dispatch-paragraph: ΠΑΡΙΣΙΟΙ, 29 Οκτωβρίου. — Η «Ματέν» πληροφορείται εκ Βρυξελλών ότι κατά την συνεδρίασιν του Συμβουλίου της Κοινωνίας των Εθνών συνεζητήθη επί του ζητήματος των εγκαταστάτων Ελλήνων. Η συζήτησις υπήρξε ζωηρά, επί τέλους δε ελήφθη απόφασις όπως το ζήτημα παραπεμφθή εις την Χάγην. — [1036, 476, 1288, 569]
dispatch-col-b — [1036, 302, 1288, 942]
tax-table-row — [1156, 1408, 1560, 1430]
tax-table-row — [1156, 1628, 1560, 1650]
